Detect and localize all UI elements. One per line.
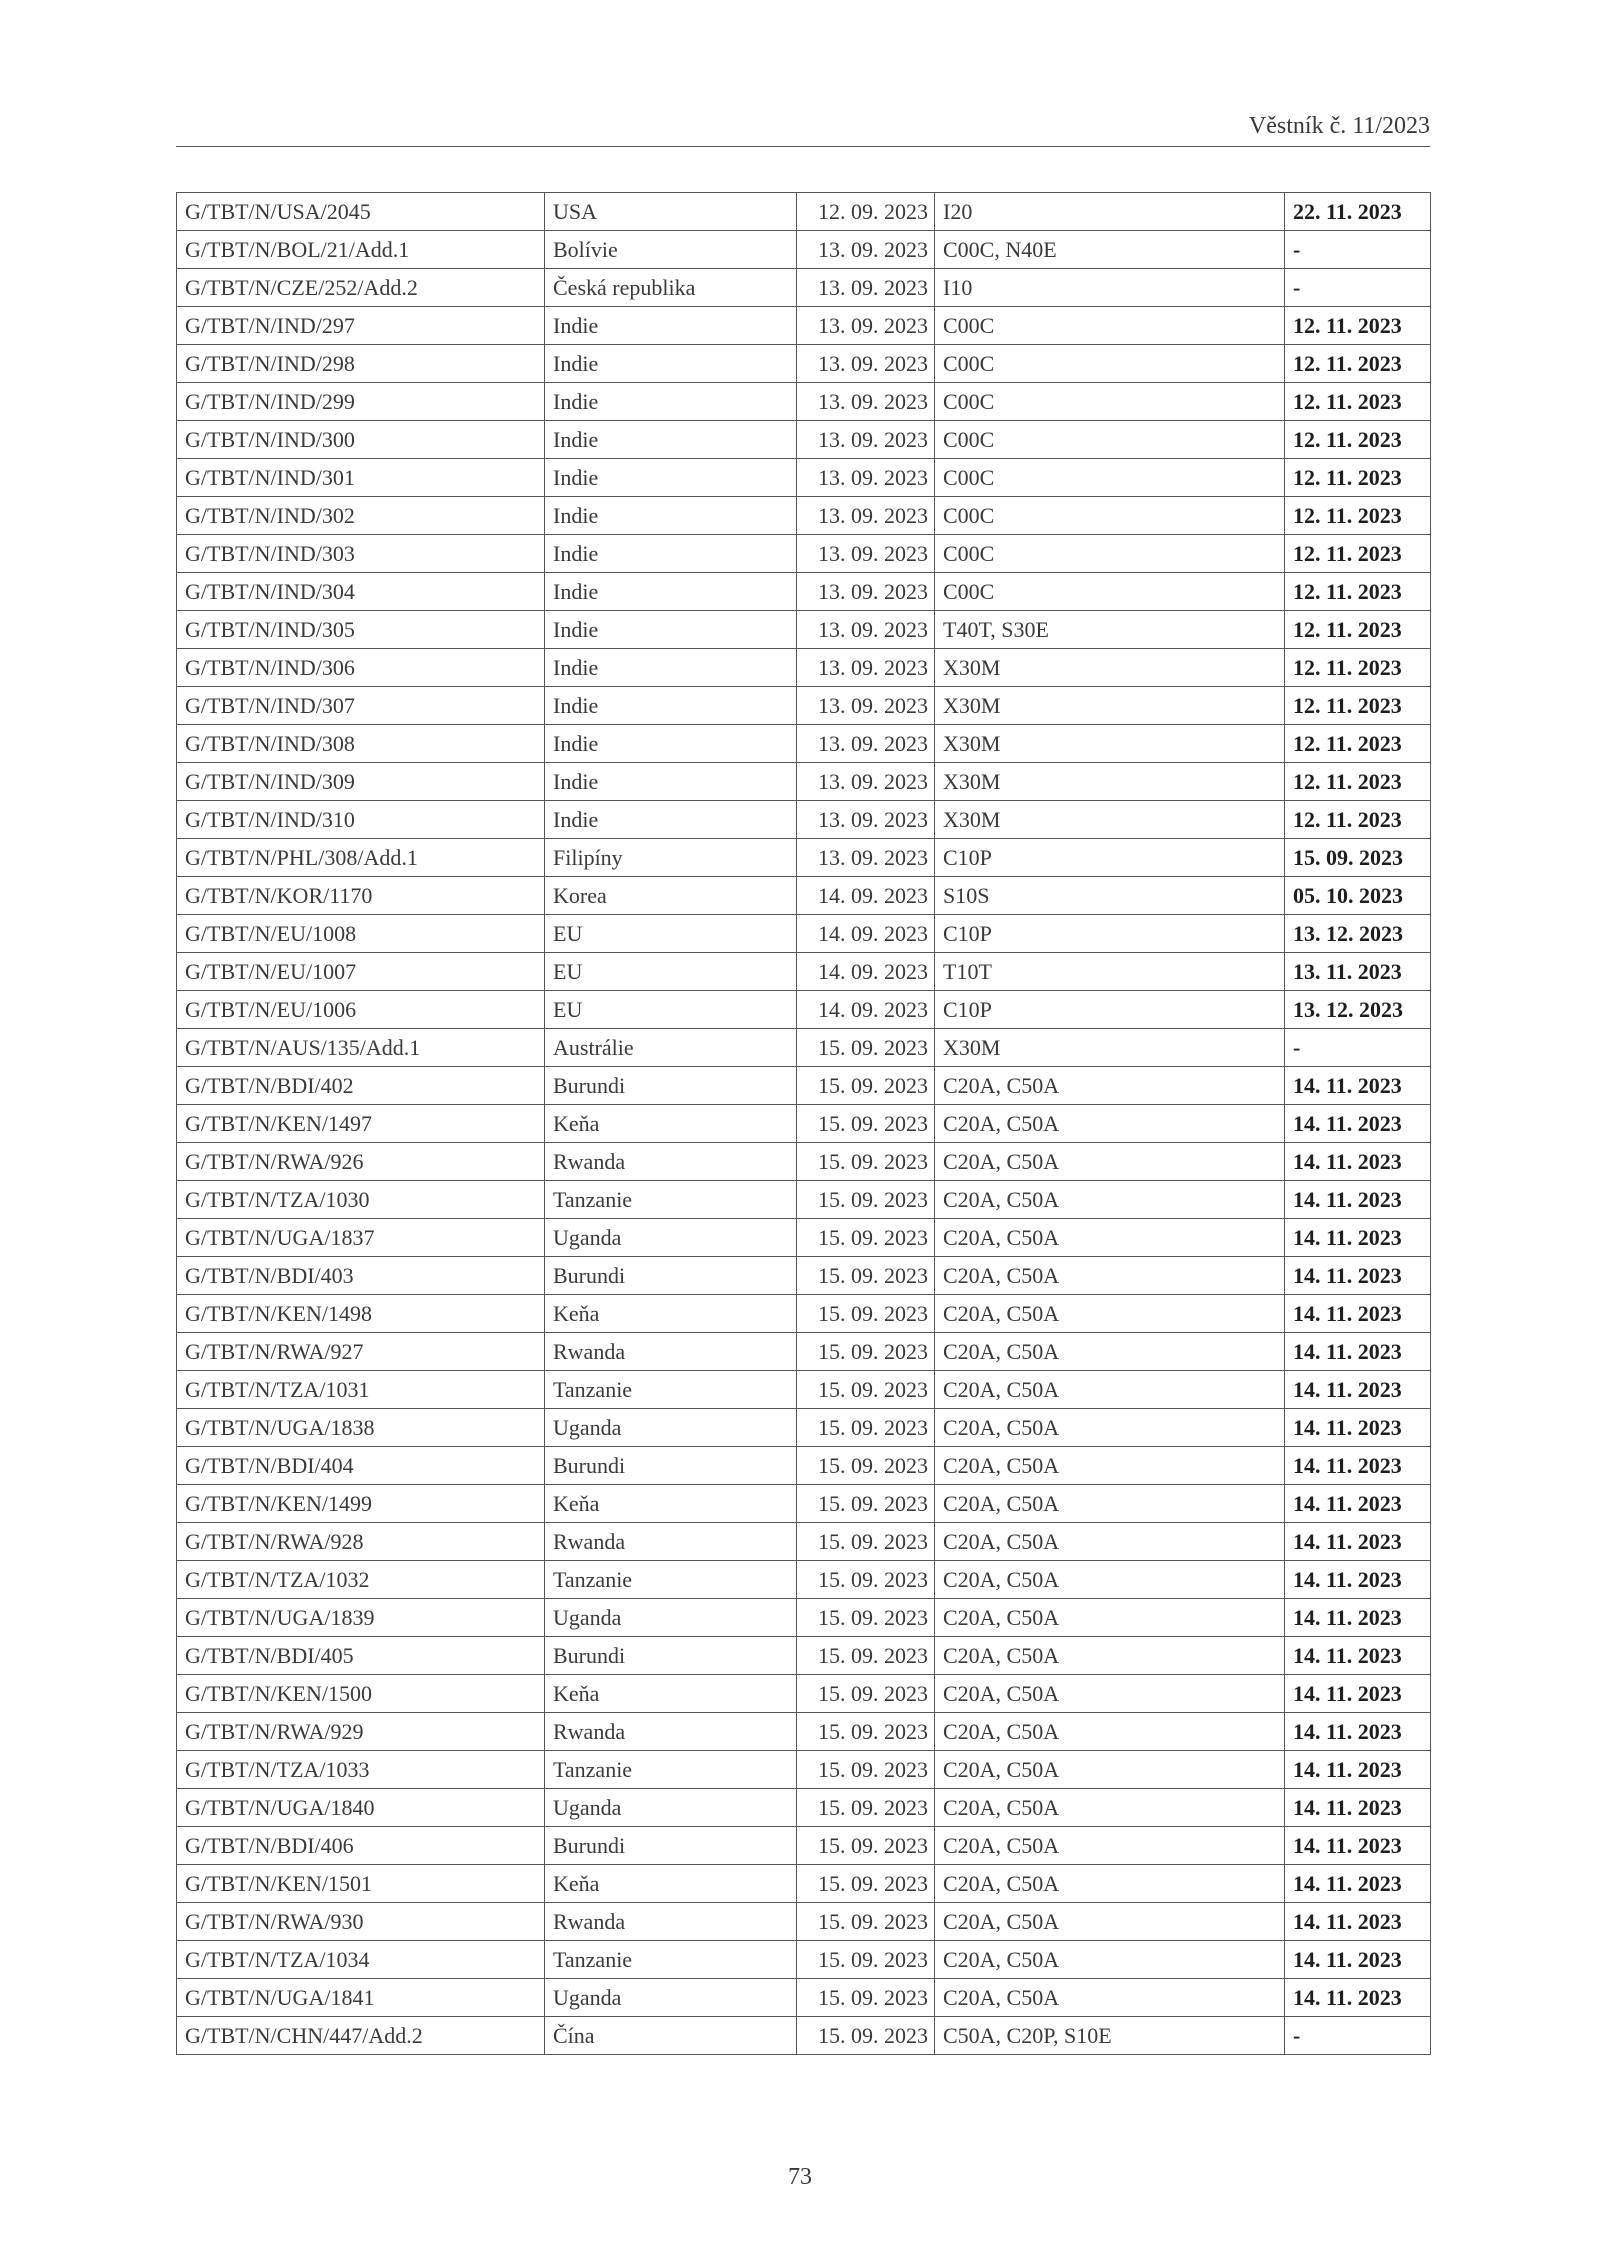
cell-country: Rwanda <box>545 1523 797 1561</box>
cell-notification-symbol: G/TBT/N/KEN/1499 <box>177 1485 545 1523</box>
cell-ics-codes: X30M <box>935 725 1285 763</box>
table-row <box>177 2017 1431 2055</box>
cell-notification-symbol: G/TBT/N/TZA/1034 <box>177 1941 545 1979</box>
cell-notification-symbol: G/TBT/N/IND/297 <box>177 307 545 345</box>
cell-ics-codes: I20 <box>935 193 1285 231</box>
table-row <box>177 1371 1431 1409</box>
cell-notification-symbol: G/TBT/N/BOL/21/Add.1 <box>177 231 545 269</box>
cell-date: 15. 09. 2023 <box>797 1941 935 1979</box>
cell-notification-symbol: G/TBT/N/RWA/929 <box>177 1713 545 1751</box>
cell-date: 15. 09. 2023 <box>797 1295 935 1333</box>
table-row <box>177 1333 1431 1371</box>
cell-date: 13. 09. 2023 <box>797 725 935 763</box>
cell-ics-codes: T40T, S30E <box>935 611 1285 649</box>
cell-country: Indie <box>545 611 797 649</box>
table-row <box>177 725 1431 763</box>
cell-ics-codes: C20A, C50A <box>935 1865 1285 1903</box>
cell-notification-symbol: G/TBT/N/IND/308 <box>177 725 545 763</box>
cell-notification-symbol: G/TBT/N/USA/2045 <box>177 193 545 231</box>
cell-comment-deadline: 12. 11. 2023 <box>1285 535 1431 573</box>
cell-country: EU <box>545 915 797 953</box>
cell-notification-symbol: G/TBT/N/TZA/1033 <box>177 1751 545 1789</box>
cell-notification-symbol: G/TBT/N/BDI/404 <box>177 1447 545 1485</box>
cell-country: Burundi <box>545 1257 797 1295</box>
cell-notification-symbol: G/TBT/N/BDI/406 <box>177 1827 545 1865</box>
table-row <box>177 1219 1431 1257</box>
cell-ics-codes: C00C <box>935 535 1285 573</box>
cell-comment-deadline: 12. 11. 2023 <box>1285 573 1431 611</box>
cell-country: Čína <box>545 2017 797 2055</box>
cell-notification-symbol: G/TBT/N/KEN/1500 <box>177 1675 545 1713</box>
cell-date: 15. 09. 2023 <box>797 1067 935 1105</box>
cell-ics-codes: C50A, C20P, S10E <box>935 2017 1285 2055</box>
cell-notification-symbol: G/TBT/N/UGA/1841 <box>177 1979 545 2017</box>
cell-ics-codes: C20A, C50A <box>935 1371 1285 1409</box>
cell-notification-symbol: G/TBT/N/RWA/928 <box>177 1523 545 1561</box>
cell-date: 15. 09. 2023 <box>797 1865 935 1903</box>
cell-notification-symbol: G/TBT/N/IND/301 <box>177 459 545 497</box>
cell-ics-codes: C00C <box>935 421 1285 459</box>
cell-comment-deadline: 12. 11. 2023 <box>1285 421 1431 459</box>
page-number: 73 <box>788 2164 812 2190</box>
page-header <box>176 112 1430 147</box>
cell-notification-symbol: G/TBT/N/UGA/1837 <box>177 1219 545 1257</box>
table-row <box>177 1903 1431 1941</box>
cell-country: Indie <box>545 801 797 839</box>
cell-comment-deadline: 12. 11. 2023 <box>1285 307 1431 345</box>
table-row <box>177 1865 1431 1903</box>
cell-notification-symbol: G/TBT/N/KEN/1501 <box>177 1865 545 1903</box>
cell-date: 13. 09. 2023 <box>797 649 935 687</box>
cell-date: 15. 09. 2023 <box>797 1409 935 1447</box>
cell-date: 15. 09. 2023 <box>797 1903 935 1941</box>
cell-ics-codes: C20A, C50A <box>935 1903 1285 1941</box>
cell-comment-deadline: 14. 11. 2023 <box>1285 1561 1431 1599</box>
cell-notification-symbol: G/TBT/N/IND/299 <box>177 383 545 421</box>
cell-ics-codes: C20A, C50A <box>935 1143 1285 1181</box>
table-row <box>177 497 1431 535</box>
cell-country: Austrálie <box>545 1029 797 1067</box>
notifications-table <box>176 192 1431 2055</box>
cell-ics-codes: C10P <box>935 991 1285 1029</box>
cell-ics-codes: C20A, C50A <box>935 1789 1285 1827</box>
cell-ics-codes: C00C <box>935 383 1285 421</box>
table-row <box>177 1675 1431 1713</box>
cell-comment-deadline: 12. 11. 2023 <box>1285 687 1431 725</box>
table-row <box>177 1409 1431 1447</box>
cell-comment-deadline: 13. 12. 2023 <box>1285 915 1431 953</box>
table-row <box>177 459 1431 497</box>
cell-date: 12. 09. 2023 <box>797 193 935 231</box>
cell-country: Tanzanie <box>545 1371 797 1409</box>
cell-country: Burundi <box>545 1637 797 1675</box>
cell-date: 13. 09. 2023 <box>797 231 935 269</box>
cell-notification-symbol: G/TBT/N/UGA/1838 <box>177 1409 545 1447</box>
cell-ics-codes: X30M <box>935 1029 1285 1067</box>
cell-ics-codes: C20A, C50A <box>935 1523 1285 1561</box>
cell-date: 15. 09. 2023 <box>797 1827 935 1865</box>
cell-notification-symbol: G/TBT/N/UGA/1840 <box>177 1789 545 1827</box>
cell-country: Keňa <box>545 1865 797 1903</box>
cell-ics-codes: C20A, C50A <box>935 1105 1285 1143</box>
bulletin-title: Věstník č. 11/2023 <box>1248 113 1430 139</box>
cell-country: Tanzanie <box>545 1561 797 1599</box>
cell-comment-deadline: 14. 11. 2023 <box>1285 1295 1431 1333</box>
cell-date: 15. 09. 2023 <box>797 1219 935 1257</box>
cell-notification-symbol: G/TBT/N/BDI/403 <box>177 1257 545 1295</box>
cell-ics-codes: C00C <box>935 573 1285 611</box>
cell-country: Rwanda <box>545 1333 797 1371</box>
table-row <box>177 1257 1431 1295</box>
table-row <box>177 763 1431 801</box>
cell-country: Indie <box>545 763 797 801</box>
cell-date: 15. 09. 2023 <box>797 1143 935 1181</box>
cell-country: Indie <box>545 497 797 535</box>
cell-ics-codes: C20A, C50A <box>935 1333 1285 1371</box>
cell-comment-deadline: 14. 11. 2023 <box>1285 1789 1431 1827</box>
cell-ics-codes: C20A, C50A <box>935 1447 1285 1485</box>
cell-notification-symbol: G/TBT/N/KEN/1497 <box>177 1105 545 1143</box>
cell-notification-symbol: G/TBT/N/EU/1006 <box>177 991 545 1029</box>
table-row <box>177 687 1431 725</box>
cell-notification-symbol: G/TBT/N/IND/300 <box>177 421 545 459</box>
cell-country: Rwanda <box>545 1713 797 1751</box>
cell-comment-deadline: 13. 12. 2023 <box>1285 991 1431 1029</box>
cell-ics-codes: C10P <box>935 915 1285 953</box>
cell-date: 13. 09. 2023 <box>797 535 935 573</box>
cell-comment-deadline: 14. 11. 2023 <box>1285 1637 1431 1675</box>
cell-ics-codes: C20A, C50A <box>935 1067 1285 1105</box>
cell-country: Uganda <box>545 1979 797 2017</box>
table-row <box>177 1789 1431 1827</box>
cell-country: Indie <box>545 383 797 421</box>
cell-comment-deadline: 14. 11. 2023 <box>1285 1523 1431 1561</box>
table-row <box>177 1637 1431 1675</box>
cell-comment-deadline: 14. 11. 2023 <box>1285 1865 1431 1903</box>
cell-date: 15. 09. 2023 <box>797 1751 935 1789</box>
cell-ics-codes: X30M <box>935 801 1285 839</box>
table-row <box>177 1561 1431 1599</box>
cell-comment-deadline: 14. 11. 2023 <box>1285 1903 1431 1941</box>
table-row <box>177 611 1431 649</box>
cell-notification-symbol: G/TBT/N/UGA/1839 <box>177 1599 545 1637</box>
cell-ics-codes: C20A, C50A <box>935 1219 1285 1257</box>
table-row <box>177 1105 1431 1143</box>
cell-country: Keňa <box>545 1675 797 1713</box>
cell-comment-deadline: 12. 11. 2023 <box>1285 497 1431 535</box>
cell-date: 15. 09. 2023 <box>797 1523 935 1561</box>
cell-ics-codes: C20A, C50A <box>935 1295 1285 1333</box>
cell-comment-deadline: 12. 11. 2023 <box>1285 763 1431 801</box>
cell-date: 13. 09. 2023 <box>797 611 935 649</box>
table-row <box>177 269 1431 307</box>
table-row <box>177 1523 1431 1561</box>
cell-notification-symbol: G/TBT/N/EU/1008 <box>177 915 545 953</box>
cell-notification-symbol: G/TBT/N/TZA/1032 <box>177 1561 545 1599</box>
cell-country: Bolívie <box>545 231 797 269</box>
cell-ics-codes: X30M <box>935 763 1285 801</box>
table-row <box>177 801 1431 839</box>
cell-country: Burundi <box>545 1067 797 1105</box>
cell-ics-codes: C20A, C50A <box>935 1827 1285 1865</box>
cell-date: 13. 09. 2023 <box>797 497 935 535</box>
cell-country: Uganda <box>545 1599 797 1637</box>
cell-country: Indie <box>545 573 797 611</box>
cell-date: 15. 09. 2023 <box>797 1599 935 1637</box>
cell-country: Uganda <box>545 1219 797 1257</box>
cell-country: Rwanda <box>545 1903 797 1941</box>
cell-ics-codes: C20A, C50A <box>935 1257 1285 1295</box>
cell-country: Indie <box>545 687 797 725</box>
cell-date: 14. 09. 2023 <box>797 953 935 991</box>
cell-ics-codes: C00C <box>935 497 1285 535</box>
cell-date: 15. 09. 2023 <box>797 1105 935 1143</box>
cell-comment-deadline: 14. 11. 2023 <box>1285 1257 1431 1295</box>
cell-ics-codes: C20A, C50A <box>935 1751 1285 1789</box>
cell-date: 15. 09. 2023 <box>797 1371 935 1409</box>
cell-country: Indie <box>545 649 797 687</box>
cell-date: 15. 09. 2023 <box>797 1181 935 1219</box>
cell-comment-deadline: 14. 11. 2023 <box>1285 1713 1431 1751</box>
table-row <box>177 421 1431 459</box>
cell-notification-symbol: G/TBT/N/BDI/402 <box>177 1067 545 1105</box>
cell-date: 13. 09. 2023 <box>797 307 935 345</box>
cell-date: 15. 09. 2023 <box>797 1713 935 1751</box>
cell-comment-deadline: 12. 11. 2023 <box>1285 345 1431 383</box>
cell-ics-codes: C20A, C50A <box>935 1675 1285 1713</box>
table-row <box>177 535 1431 573</box>
cell-country: Indie <box>545 535 797 573</box>
cell-country: EU <box>545 953 797 991</box>
cell-date: 15. 09. 2023 <box>797 1257 935 1295</box>
cell-comment-deadline: 12. 11. 2023 <box>1285 383 1431 421</box>
cell-country: Indie <box>545 307 797 345</box>
cell-date: 13. 09. 2023 <box>797 573 935 611</box>
table-row <box>177 649 1431 687</box>
cell-comment-deadline: 12. 11. 2023 <box>1285 725 1431 763</box>
cell-notification-symbol: G/TBT/N/KEN/1498 <box>177 1295 545 1333</box>
cell-comment-deadline: 14. 11. 2023 <box>1285 1333 1431 1371</box>
cell-ics-codes: C20A, C50A <box>935 1713 1285 1751</box>
cell-date: 14. 09. 2023 <box>797 877 935 915</box>
cell-date: 15. 09. 2023 <box>797 1447 935 1485</box>
table-row <box>177 915 1431 953</box>
cell-ics-codes: C10P <box>935 839 1285 877</box>
cell-date: 15. 09. 2023 <box>797 1333 935 1371</box>
cell-comment-deadline: 12. 11. 2023 <box>1285 459 1431 497</box>
cell-country: Keňa <box>545 1295 797 1333</box>
cell-notification-symbol: G/TBT/N/KOR/1170 <box>177 877 545 915</box>
cell-comment-deadline: - <box>1285 269 1431 307</box>
cell-country: Česká republika <box>545 269 797 307</box>
cell-ics-codes: I10 <box>935 269 1285 307</box>
cell-notification-symbol: G/TBT/N/RWA/930 <box>177 1903 545 1941</box>
cell-comment-deadline: 14. 11. 2023 <box>1285 1181 1431 1219</box>
cell-date: 14. 09. 2023 <box>797 991 935 1029</box>
cell-country: Tanzanie <box>545 1181 797 1219</box>
cell-date: 13. 09. 2023 <box>797 269 935 307</box>
cell-ics-codes: C00C <box>935 459 1285 497</box>
table-row <box>177 1029 1431 1067</box>
cell-notification-symbol: G/TBT/N/IND/303 <box>177 535 545 573</box>
table-row <box>177 573 1431 611</box>
cell-country: Burundi <box>545 1827 797 1865</box>
table-row <box>177 1827 1431 1865</box>
cell-date: 15. 09. 2023 <box>797 1675 935 1713</box>
cell-notification-symbol: G/TBT/N/BDI/405 <box>177 1637 545 1675</box>
cell-comment-deadline: 12. 11. 2023 <box>1285 649 1431 687</box>
cell-comment-deadline: 14. 11. 2023 <box>1285 1751 1431 1789</box>
cell-comment-deadline: 14. 11. 2023 <box>1285 1827 1431 1865</box>
cell-country: Rwanda <box>545 1143 797 1181</box>
cell-notification-symbol: G/TBT/N/IND/307 <box>177 687 545 725</box>
cell-notification-symbol: G/TBT/N/AUS/135/Add.1 <box>177 1029 545 1067</box>
cell-country: Filipíny <box>545 839 797 877</box>
notifications-table-body <box>177 193 1431 2055</box>
table-row <box>177 383 1431 421</box>
table-row <box>177 839 1431 877</box>
table-row <box>177 1447 1431 1485</box>
cell-date: 15. 09. 2023 <box>797 1979 935 2017</box>
cell-country: Indie <box>545 459 797 497</box>
table-row <box>177 1751 1431 1789</box>
cell-country: Indie <box>545 725 797 763</box>
cell-ics-codes: C00C <box>935 345 1285 383</box>
cell-comment-deadline: 22. 11. 2023 <box>1285 193 1431 231</box>
cell-ics-codes: S10S <box>935 877 1285 915</box>
cell-ics-codes: C20A, C50A <box>935 1561 1285 1599</box>
table-row <box>177 877 1431 915</box>
cell-notification-symbol: G/TBT/N/CZE/252/Add.2 <box>177 269 545 307</box>
table-row <box>177 1599 1431 1637</box>
cell-notification-symbol: G/TBT/N/CHN/447/Add.2 <box>177 2017 545 2055</box>
cell-ics-codes: X30M <box>935 687 1285 725</box>
cell-notification-symbol: G/TBT/N/TZA/1031 <box>177 1371 545 1409</box>
table-row <box>177 1295 1431 1333</box>
cell-ics-codes: C20A, C50A <box>935 1485 1285 1523</box>
cell-date: 15. 09. 2023 <box>797 2017 935 2055</box>
cell-country: Tanzanie <box>545 1751 797 1789</box>
table-row <box>177 1181 1431 1219</box>
cell-comment-deadline: 14. 11. 2023 <box>1285 1067 1431 1105</box>
cell-ics-codes: C20A, C50A <box>935 1181 1285 1219</box>
cell-country: Keňa <box>545 1105 797 1143</box>
cell-comment-deadline: 14. 11. 2023 <box>1285 1409 1431 1447</box>
cell-ics-codes: C00C, N40E <box>935 231 1285 269</box>
cell-country: Tanzanie <box>545 1941 797 1979</box>
cell-date: 15. 09. 2023 <box>797 1789 935 1827</box>
cell-date: 13. 09. 2023 <box>797 687 935 725</box>
cell-date: 15. 09. 2023 <box>797 1485 935 1523</box>
cell-comment-deadline: - <box>1285 1029 1431 1067</box>
cell-ics-codes: T10T <box>935 953 1285 991</box>
table-row <box>177 991 1431 1029</box>
cell-notification-symbol: G/TBT/N/TZA/1030 <box>177 1181 545 1219</box>
cell-comment-deadline: 12. 11. 2023 <box>1285 611 1431 649</box>
cell-comment-deadline: - <box>1285 231 1431 269</box>
cell-country: Korea <box>545 877 797 915</box>
cell-country: USA <box>545 193 797 231</box>
cell-comment-deadline: 12. 11. 2023 <box>1285 801 1431 839</box>
cell-comment-deadline: 05. 10. 2023 <box>1285 877 1431 915</box>
table-row <box>177 953 1431 991</box>
cell-comment-deadline: 15. 09. 2023 <box>1285 839 1431 877</box>
cell-date: 13. 09. 2023 <box>797 345 935 383</box>
cell-date: 13. 09. 2023 <box>797 421 935 459</box>
cell-comment-deadline: 14. 11. 2023 <box>1285 1485 1431 1523</box>
cell-country: Uganda <box>545 1409 797 1447</box>
cell-date: 15. 09. 2023 <box>797 1637 935 1675</box>
cell-country: Indie <box>545 345 797 383</box>
cell-country: EU <box>545 991 797 1029</box>
cell-notification-symbol: G/TBT/N/IND/298 <box>177 345 545 383</box>
table-row <box>177 1713 1431 1751</box>
cell-comment-deadline: 14. 11. 2023 <box>1285 1105 1431 1143</box>
cell-notification-symbol: G/TBT/N/IND/306 <box>177 649 545 687</box>
cell-country: Keňa <box>545 1485 797 1523</box>
cell-notification-symbol: G/TBT/N/IND/310 <box>177 801 545 839</box>
cell-date: 15. 09. 2023 <box>797 1561 935 1599</box>
cell-notification-symbol: G/TBT/N/IND/302 <box>177 497 545 535</box>
cell-comment-deadline: 14. 11. 2023 <box>1285 1447 1431 1485</box>
cell-notification-symbol: G/TBT/N/PHL/308/Add.1 <box>177 839 545 877</box>
cell-comment-deadline: 14. 11. 2023 <box>1285 1371 1431 1409</box>
cell-date: 13. 09. 2023 <box>797 383 935 421</box>
cell-notification-symbol: G/TBT/N/IND/309 <box>177 763 545 801</box>
table-row <box>177 231 1431 269</box>
cell-comment-deadline: - <box>1285 2017 1431 2055</box>
cell-notification-symbol: G/TBT/N/RWA/927 <box>177 1333 545 1371</box>
table-row <box>177 1979 1431 2017</box>
table-row <box>177 1485 1431 1523</box>
cell-ics-codes: C00C <box>935 307 1285 345</box>
cell-comment-deadline: 14. 11. 2023 <box>1285 1219 1431 1257</box>
cell-ics-codes: C20A, C50A <box>935 1979 1285 2017</box>
table-row <box>177 1941 1431 1979</box>
cell-date: 13. 09. 2023 <box>797 459 935 497</box>
cell-ics-codes: C20A, C50A <box>935 1409 1285 1447</box>
table-row <box>177 345 1431 383</box>
cell-date: 15. 09. 2023 <box>797 1029 935 1067</box>
cell-comment-deadline: 14. 11. 2023 <box>1285 1979 1431 2017</box>
table-row <box>177 1143 1431 1181</box>
cell-comment-deadline: 14. 11. 2023 <box>1285 1143 1431 1181</box>
table-row <box>177 1067 1431 1105</box>
cell-ics-codes: C20A, C50A <box>935 1637 1285 1675</box>
cell-date: 13. 09. 2023 <box>797 763 935 801</box>
cell-country: Indie <box>545 421 797 459</box>
table-row <box>177 307 1431 345</box>
cell-date: 13. 09. 2023 <box>797 801 935 839</box>
cell-ics-codes: C20A, C50A <box>935 1941 1285 1979</box>
cell-comment-deadline: 14. 11. 2023 <box>1285 1675 1431 1713</box>
cell-ics-codes: X30M <box>935 649 1285 687</box>
cell-notification-symbol: G/TBT/N/IND/304 <box>177 573 545 611</box>
cell-comment-deadline: 13. 11. 2023 <box>1285 953 1431 991</box>
cell-notification-symbol: G/TBT/N/RWA/926 <box>177 1143 545 1181</box>
cell-notification-symbol: G/TBT/N/IND/305 <box>177 611 545 649</box>
cell-country: Uganda <box>545 1789 797 1827</box>
cell-comment-deadline: 14. 11. 2023 <box>1285 1941 1431 1979</box>
cell-comment-deadline: 14. 11. 2023 <box>1285 1599 1431 1637</box>
cell-ics-codes: C20A, C50A <box>935 1599 1285 1637</box>
cell-date: 14. 09. 2023 <box>797 915 935 953</box>
table-row <box>177 193 1431 231</box>
cell-country: Burundi <box>545 1447 797 1485</box>
cell-date: 13. 09. 2023 <box>797 839 935 877</box>
cell-notification-symbol: G/TBT/N/EU/1007 <box>177 953 545 991</box>
